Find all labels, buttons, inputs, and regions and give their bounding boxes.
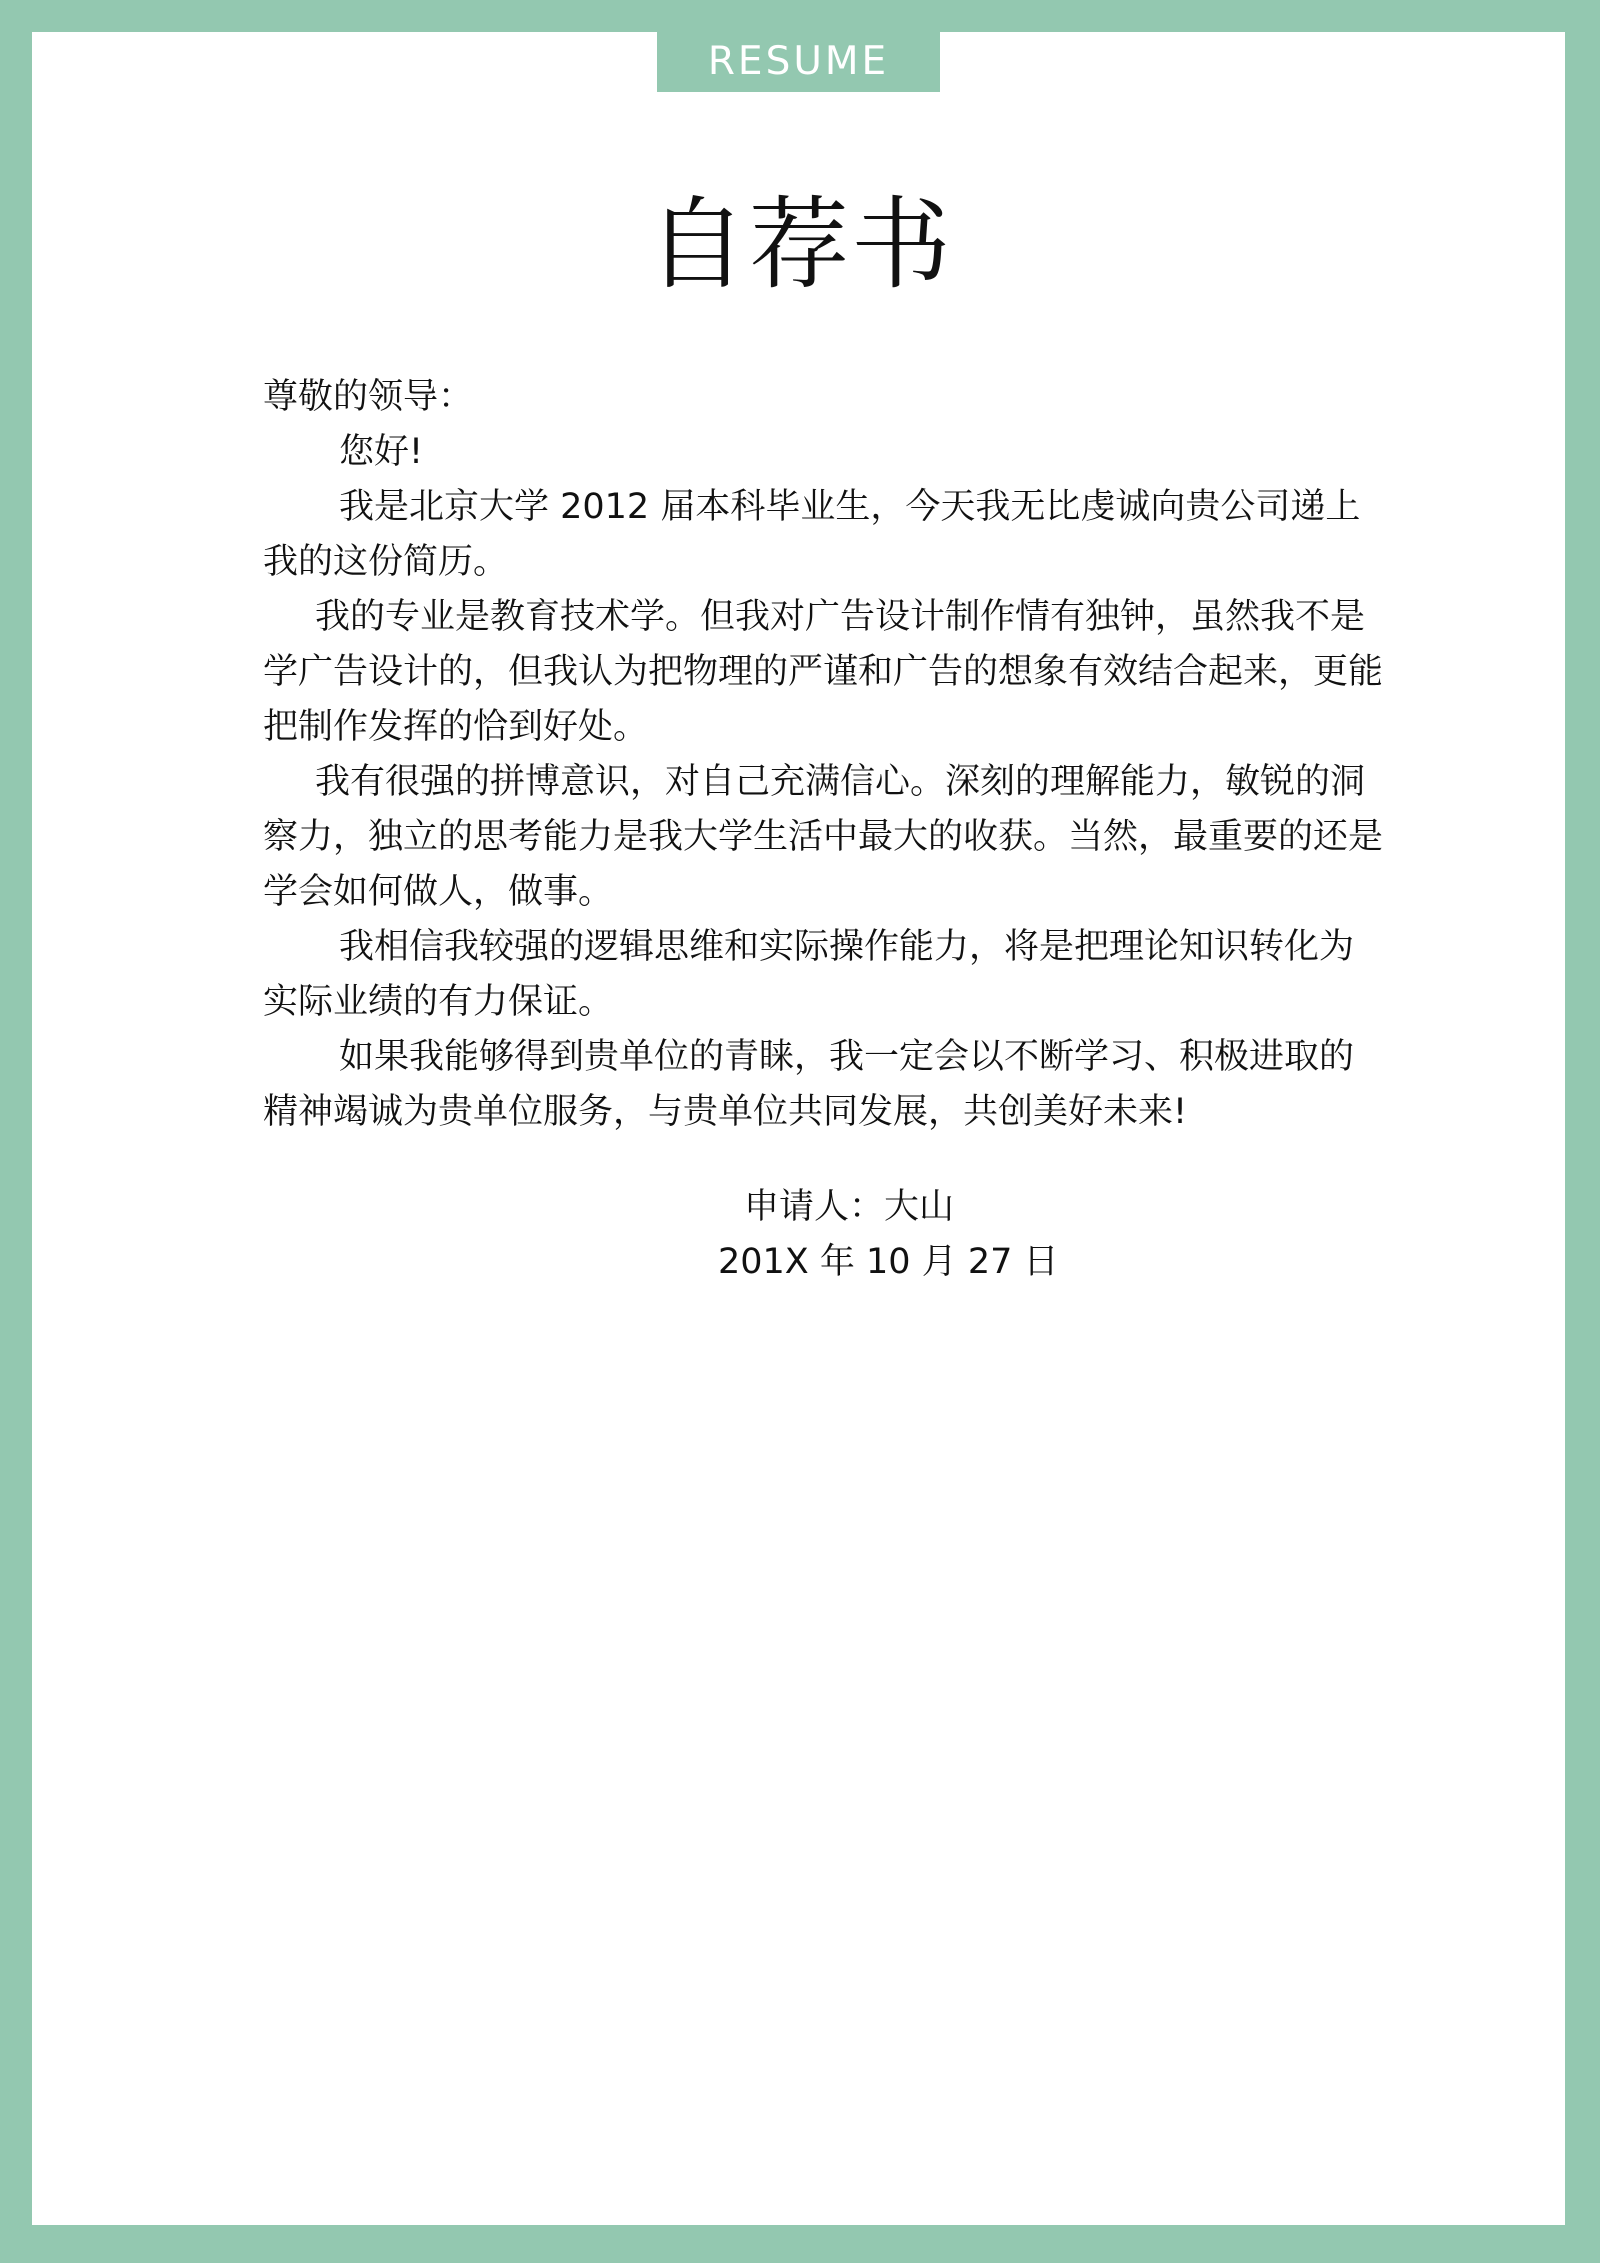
letter-body [263, 370, 1388, 1140]
greeting: 您好! [339, 432, 424, 472]
paragraph-5: 如果我能够得到贵单位的青睐，我一定会以不断学习、积极进取的精神竭诚为贵单位服务，与贵单位共同发展，共创美好未来! [263, 1037, 1355, 1132]
date-line: 201X 年 10 月 27 日 [718, 1242, 1059, 1282]
resume-tab: RESUME [657, 32, 940, 92]
paragraph-3: 我有很强的拼博意识，对自己充满信心。深刻的理解能力，敏锐的洞察力，独立的思考能力是我大学生活中最大的收获。当然，最重要的还是学会如何做人，做事。 [263, 762, 1384, 912]
paragraph-1: 我是北京大学 2012 届本科毕业生，今天我无比虔诚向贵公司递上我的这份简历。 [263, 487, 1361, 582]
signature-block [0, 1180, 1600, 1290]
page-title: 自荐书 [647, 186, 953, 303]
paragraph-2: 我的专业是教育技术学。但我对广告设计制作情有独钟，虽然我不是学广告设计的，但我认为把物理的严谨和广告的想象有效结合起来，更能把制作发挥的恰到好处。 [263, 597, 1384, 747]
paragraph-4: 我相信我较强的逻辑思维和实际操作能力，将是把理论知识转化为实际业绩的有力保证。 [263, 927, 1355, 1022]
applicant-line: 申请人：大山 [744, 1187, 955, 1227]
salutation: 尊敬的领导： [263, 377, 474, 417]
